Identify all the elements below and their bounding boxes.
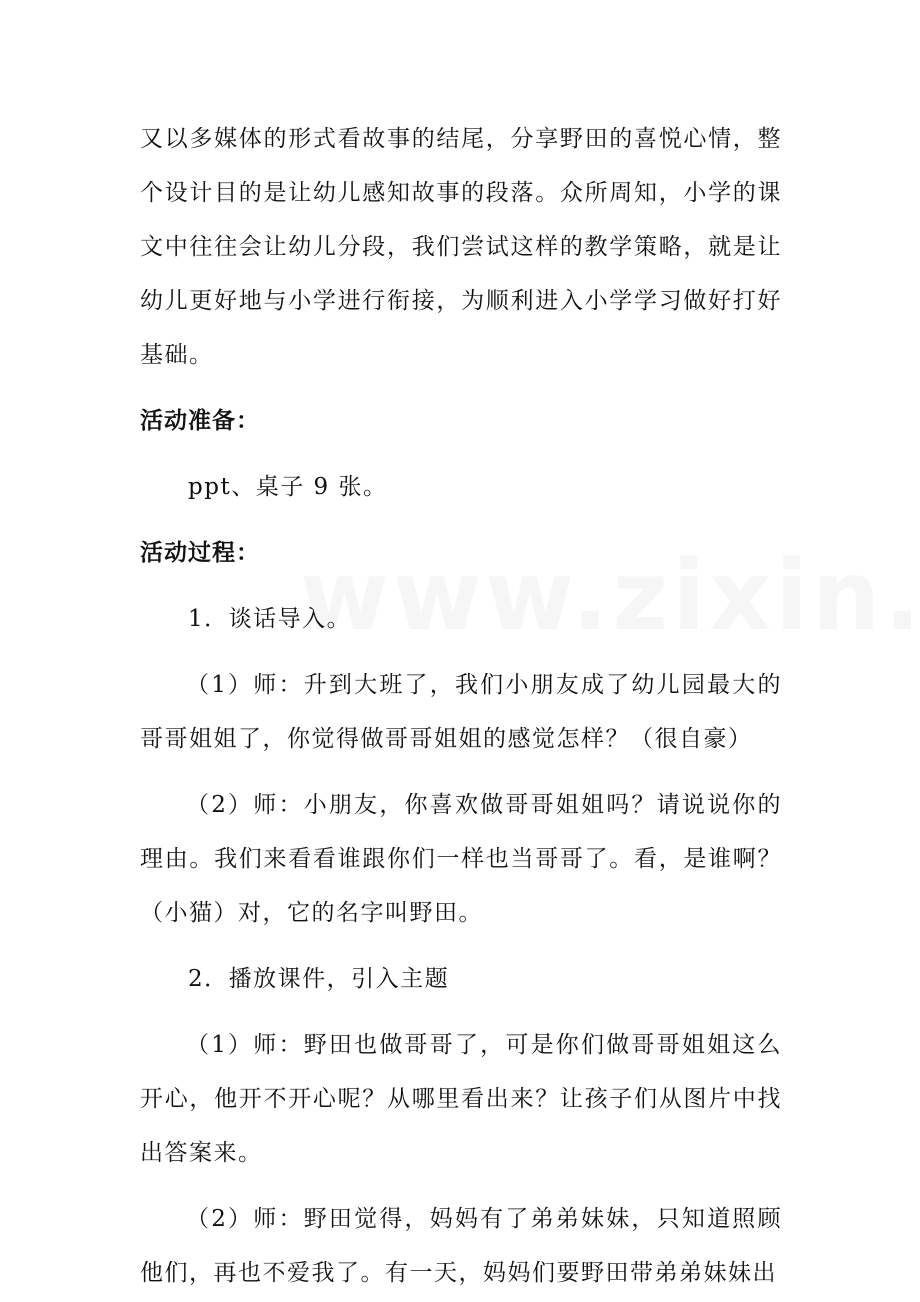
step2-title: 2．播放课件，引入主题 [188,966,450,992]
step1-title: 1．谈话导入。 [188,606,352,632]
spacer [140,580,782,592]
spacer [140,514,782,526]
spacer [140,766,782,778]
spacer [140,940,782,952]
process-heading: 活动过程： [140,540,260,566]
spacer [140,1006,782,1018]
step1-item-2: （2）师：小朋友，你喜欢做哥哥姐姐吗？请说说你的理由。我们来看看谁跟你们一样也当哥哥了。看，是谁啊？（小猫）对，它的名字叫野田。 [140,792,782,926]
spacer [140,382,782,394]
spacer [140,448,782,460]
step2-item-1: （1）师：野田也做哥哥了，可是你们做哥哥姐姐这么开心，他开不开心呢？从哪里看出来？让孩子们从图片中找出答案来。 [140,1032,782,1166]
spacer [140,1180,782,1192]
preparation-text: ppt、桌子 9 张。 [188,474,388,500]
document-body [140,112,782,1300]
step2-item-2: （2）师：野田觉得，妈妈有了弟弟妹妹，只知道照顾他们，再也不爱我了。有一天，妈妈们要野田带弟弟妹妹出 [140,1206,782,1286]
step1-item-1: （1）师：升到大班了，我们小朋友成了幼儿园最大的哥哥姐姐了，你觉得做哥哥姐姐的感觉怎样？（很自豪） [140,672,782,752]
intro-paragraph: 又以多媒体的形式看故事的结尾，分享野田的喜悦心情，整个设计目的是让幼儿感知故事的段落。众所周知，小学的课文中往往会让幼儿分段，我们尝试这样的教学策略，就是让幼儿更好地与小学进行衔接，为顺利进入小学学习做好打好基础。 [140,126,782,368]
spacer [140,646,782,658]
preparation-heading: 活动准备： [140,408,260,434]
